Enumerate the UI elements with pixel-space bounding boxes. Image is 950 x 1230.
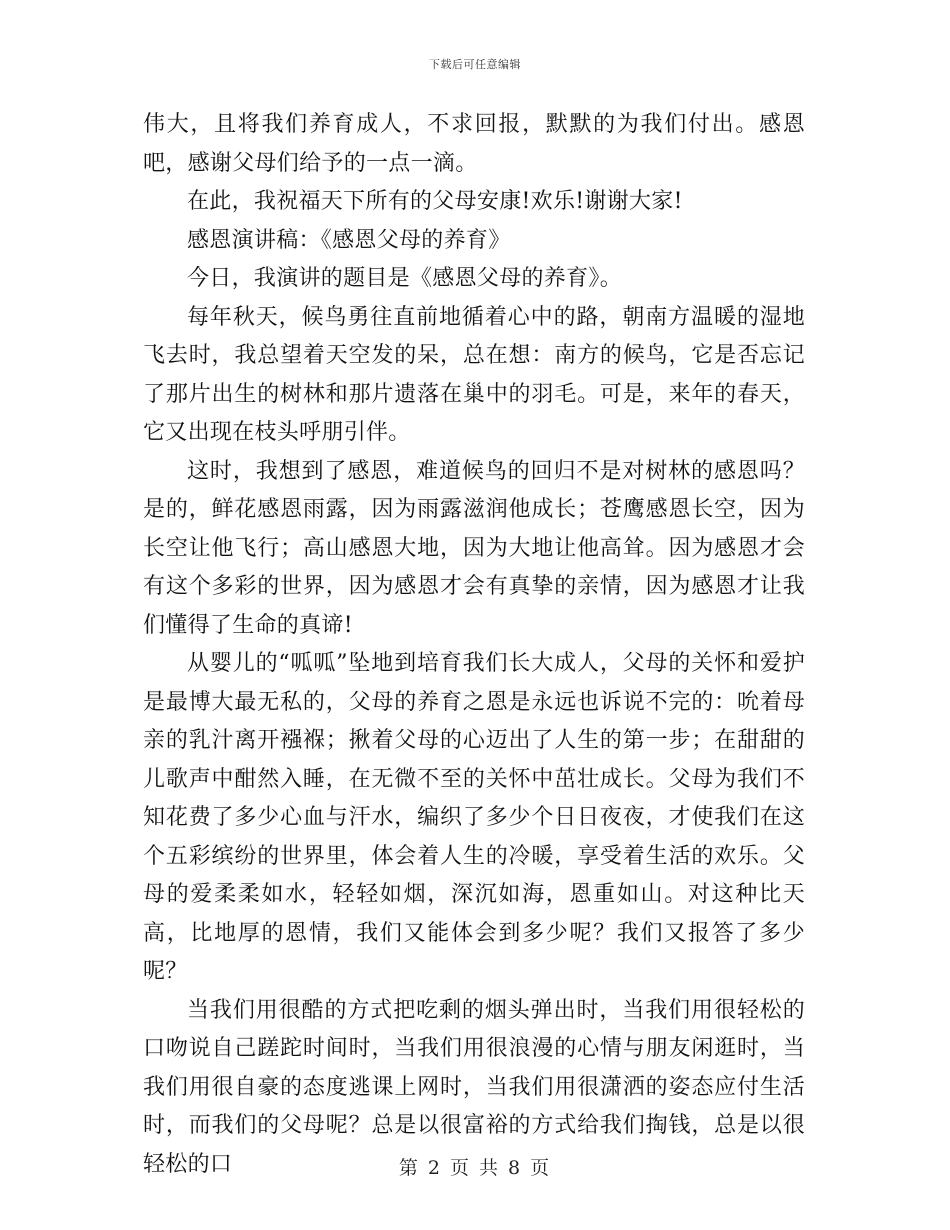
paragraph-parents-love: 从婴儿的“呱呱”坠地到培育我们长大成人，父母的关怀和爱护是最博大最无私的，父母的养育之恩是永远也诉说不完的：吮着母亲的乳汁离开襁褓；揪着父母的心迈出了人生的第一步；在甜甜的儿歌声中酣然入睡，在无微不至的关怀中茁壮成长。父母为我们不知花费了多少心血与汗水，编织了多少个日日夜夜，才使我们在这个五彩缤纷的世界里，体会着人生的冷暖，享受着生活的欢乐。父母的爱柔柔如水，轻轻如烟，深沉如海，恩重如山。对这种比天高，比地厚的恩情，我们又能体会到多少呢？我们又报答了多少呢？	[143, 651, 805, 984]
paragraph-continuation: 伟大，且将我们养育成人，不求回报，默默的为我们付出。感恩吧，感谢父母们给予的一点一滴。	[143, 112, 805, 176]
paragraph-reflection: 当我们用很酷的方式把吃剩的烟头弹出时，当我们用很轻松的口吻说自己蹉跎时间时，当我们用很浪漫的心情与朋友闲逛时，当我们用很自豪的态度逃课上网时，当我们用很潇洒的姿态应付生活时，而我们的父母呢？总是以很富裕的方式给我们掏钱，总是以很轻松的口	[143, 997, 805, 1177]
document-body	[143, 106, 805, 1184]
paragraph-blessing: 在此，我祝福天下所有的父母安康!欢乐!谢谢大家!	[187, 189, 683, 214]
page-number: 第 2 页 共 8 页	[398, 1157, 552, 1179]
page-header: 下载后可任意编辑	[429, 58, 521, 71]
paragraph-migratory-birds: 每年秋天，候鸟勇往直前地循着心中的路，朝南方温暖的湿地飞去时，我总望着天空发的呆，总在想：南方的候鸟，它是否忘记了那片出生的树林和那片遗落在巢中的羽毛。可是，来年的春天，它又出现在枝头呼朋引伴。	[143, 304, 805, 445]
paragraph-intro: 今日，我演讲的题目是《感恩父母的养育》。	[187, 266, 623, 291]
speech-title: 感恩演讲稿：《感恩父母的养育》	[187, 227, 511, 253]
paragraph-gratitude: 这时，我想到了感恩，难道候鸟的回归不是对树林的感恩吗？是的，鲜花感恩雨露，因为雨露滋润他成长；苍鹰感恩长空，因为长空让他飞行；高山感恩大地，因为大地让他高耸。因为感恩才会有这个多彩的世界，因为感恩才会有真挚的亲情，因为感恩才让我们懂得了生命的真谛!	[143, 458, 805, 638]
